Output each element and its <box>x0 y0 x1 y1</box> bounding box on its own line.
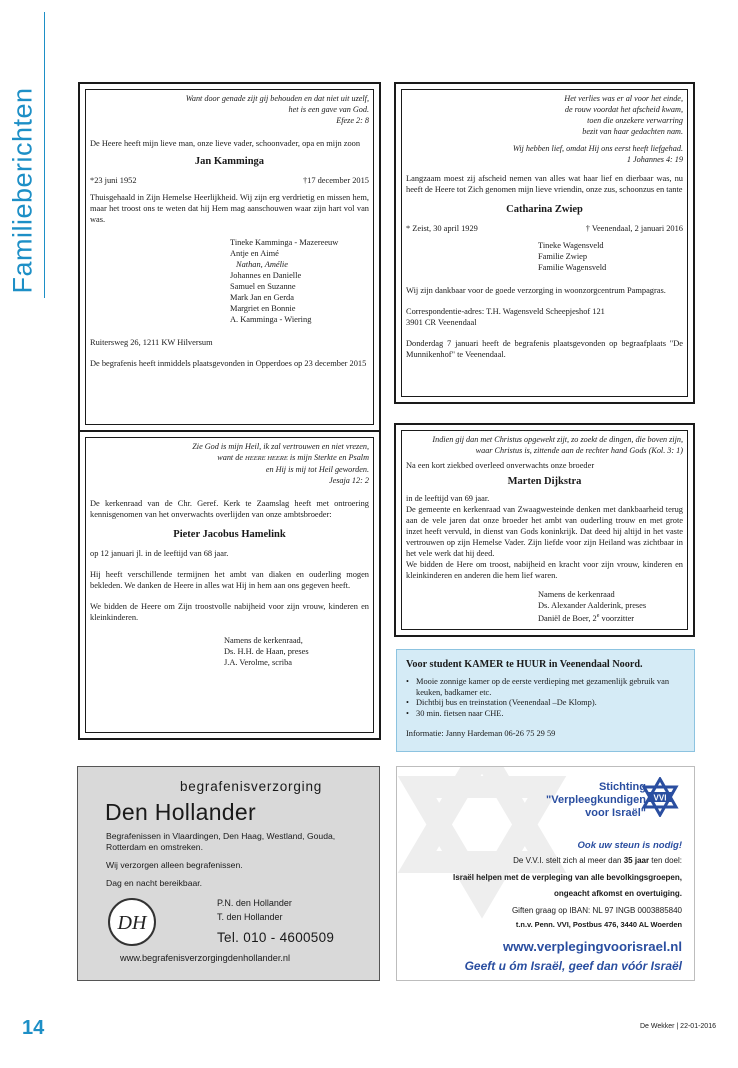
signature: Namens de kerkenraad Ds. Alexander Aalderink, preses Daniël de Boer, 2e voorzitter <box>538 590 647 623</box>
page-number: 14 <box>22 1017 45 1039</box>
deceased-name: Jan Kamminga <box>194 156 265 167</box>
contact-name: T. den Hollander <box>217 912 283 922</box>
section-rule <box>44 12 45 298</box>
website-link[interactable]: www.verplegingvoorisrael.nl <box>502 939 682 954</box>
ad-room-for-rent <box>396 649 695 752</box>
ad-text-line: Begrafenissen in Vlaardingen, Den Haag, Westland, Gouda, <box>106 831 336 841</box>
ad-text-line: Israël helpen met de verpleging van alle bevolkingsgroepen, <box>453 873 682 882</box>
poem: Het verlies was er al voor het einde, de rouw voordat het afscheid kwam, toen die onzekere verwarring bezit van haar gedachten nam. <box>564 94 683 136</box>
verse: Want door genade zijt gij behouden en dat niet uit uzelf, het is een gave van God. Efeze 2: 8 <box>185 94 369 125</box>
intro-text: Na een kort ziekbed overleed onverwachts onze broeder <box>406 461 595 470</box>
notice-pieter-hamelink <box>78 430 381 740</box>
org-name-line: "Verpleegkundigen <box>546 794 646 806</box>
star-of-david-icon <box>640 777 680 817</box>
prayer-text: We bidden de Here om troost, nabijheid en kracht voor zijn vrouw, kinderen en kleinkinderen en anderen die hem lief waren. <box>406 560 683 580</box>
verse: Indien gij dan met Christus opgewekt zijt, zo zoekt de dingen, die boven zijn, waar Christus is, zittende aan de rechter hand Gods (Kol. 3: 1) <box>432 435 683 455</box>
notice-text: Hij heeft verschillende termijnen het ambt van diaken en ouderling mogen bekleden. We danken de Heere in alles wat Hij in hem aan ons gegeven heeft. <box>90 570 369 590</box>
family-list: Tineke Kamminga - Mazereeuw Antje en Aimé Nathan, Amélie Johannes en Danielle Samuel en Suzanne Mark Jan en Gerda Margriet en Bonnie A. Kamminga - Wiering <box>230 238 339 324</box>
intro-text: De Heere heeft mijn lieve man, onze lieve vader, schoonvader, opa en mijn zoon <box>90 139 361 148</box>
intro-text: Langzaam moest zij afscheid nemen van alles wat haar lief en dierbaar was, nu heeft de Heere tot Zich genomen mijn lieve vriendin, onze zus, schoonzus en tante <box>406 174 683 194</box>
funeral-info: Donderdag 7 januari heeft de begrafenis plaatsgevonden op begraafplaats "De Munnikenhof" te Veenendaal. <box>406 339 683 359</box>
dh-logo-icon <box>107 897 157 947</box>
org-name-line: voor Israël" <box>585 807 646 819</box>
notice-jan-kamminga <box>78 82 381 432</box>
family-list: Tineke Wagensveld Familie Zwiep Familie Wagensveld <box>538 241 607 272</box>
list-item: • 30 min. fietsen naar CHE. <box>406 709 685 720</box>
death-date: † Veenendaal, 2 januari 2016 <box>585 224 683 233</box>
death-date: †17 december 2015 <box>302 176 369 185</box>
ad-company-name: Den Hollander <box>105 799 256 825</box>
website-link[interactable]: www.begrafenisverzorgingdenhollander.nl <box>120 953 291 963</box>
birth-date: * Zeist, 30 april 1929 <box>406 224 478 233</box>
ad-text-line: Rotterdam en omstreken. <box>106 842 203 852</box>
ad-text-line: Dag en nacht bereikbaar. <box>106 878 203 888</box>
notice-marten-dijkstra <box>394 423 695 637</box>
deceased-name: Catharina Zwiep <box>506 204 583 215</box>
verse: Zie God is mijn Heil, ik zal vertrouwen en niet vrezen, want de HEERE HEERE is mijn Sterkte en Psalm en Hij is mij tot Heil geworden. Jesaja 12: 2 <box>192 442 369 485</box>
funeral-info: De begrafenis heeft inmiddels plaatsgevonden in Opperdoes op 23 december 2015 <box>90 359 367 368</box>
ad-text-line: ongeacht afkomst en overtuiging. <box>553 889 682 898</box>
ad-slogan: Geeft u óm Israël, geef dan vóór Israël <box>464 959 682 973</box>
ad-text-line: Wij verzorgen alleen begrafenissen. <box>106 860 243 870</box>
deceased-name: Pieter Jacobus Hamelink <box>173 529 286 540</box>
list-item: • Dichtbij bus en treinstation (Veenendaal –De Klomp). <box>406 698 685 709</box>
section-title: Familieberichten <box>7 86 38 294</box>
correspondence-address: Correspondentie-adres: T.H. Wagensveld Scheepjeshof 121 3901 CR Veenendaal <box>406 307 605 327</box>
dates <box>406 223 683 234</box>
prayer-text: We bidden de Heere om Zijn troostvolle nabijheid voor zijn vrouw, kinderen en kleinkinderen. <box>90 602 369 622</box>
bank-info: Giften graag op IBAN: NL 97 INGB 0003885840 <box>511 906 682 915</box>
ad-contact-info: Informatie: Janny Hardeman 06-26 75 29 59 <box>406 729 556 738</box>
svg-text:DH: DH <box>117 912 147 934</box>
age-text: op 12 januari jl. in de leeftijd van 68 jaar. <box>90 549 229 558</box>
birth-date: *23 juni 1952 <box>90 176 137 185</box>
dates <box>90 175 369 186</box>
footer-issue: De Wekker | 22-01-2016 <box>639 1023 716 1030</box>
ad-motto: Ook uw steun is nodig! <box>577 840 682 851</box>
intro-text: De kerkenraad van de Chr. Geref. Kerk te Zaamslag heeft met ontroering kennisgenomen van het onverwachts overlijden van onze ambtsbroeder: <box>90 499 369 519</box>
thanks-text: Wij zijn dankbaar voor de goede verzorging in woonzorgcentrum Pampagras. <box>406 286 666 295</box>
verse: Wij hebben lief, omdat Hij ons eerst heeft liefgehad. 1 Johannes 4: 19 <box>512 144 683 164</box>
contact-name: P.N. den Hollander <box>217 898 292 908</box>
org-name-line: Stichting <box>598 781 646 793</box>
signature: Namens de kerkenraad, Ds. H.H. de Haan, preses J.A. Verolme, scriba <box>224 636 309 667</box>
age-text: in de leeftijd van 69 jaar. <box>406 494 490 503</box>
ad-bullet-list <box>406 677 685 719</box>
bank-info: t.n.v. Penn. VVI, Postbus 476, 3440 AL Woerden <box>515 920 682 929</box>
list-item: • Mooie zonnige kamer op de eerste verdieping met gezamenlijk gebruik van keuken, badkamer etc. <box>406 677 685 698</box>
address: Ruitersweg 26, 1211 KW Hilversum <box>90 338 213 347</box>
notice-catharina-zwiep <box>394 82 695 404</box>
ad-den-hollander <box>77 766 380 981</box>
svg-text:VVI: VVI <box>653 793 667 803</box>
ad-vvi <box>396 766 695 981</box>
ad-title: Voor student KAMER te HUUR in Veenendaal Noord. <box>406 659 643 670</box>
ad-text-line: De V.V.I. stelt zich al meer dan 35 jaar ten doel: <box>513 856 682 865</box>
phone-number: Tel. 010 - 4600509 <box>217 930 335 945</box>
notice-text: Thuisgehaald in Zijn Hemelse Heerlijkheid. Wij zijn erg verdrietig en missen hem, maar het troost ons te weten dat hij Hem mag aanschouwen waar zijn hart vol van was. <box>90 193 369 224</box>
ad-subtitle: begrafenisverzorging <box>180 779 323 794</box>
deceased-name: Marten Dijkstra <box>507 476 582 487</box>
notice-text: De gemeente en kerkenraad van Zwaagwesteinde denken met dankbaarheid terug aan de vele jaren dat onze broeder het ambt van ouderling trouw en met grote inzet heeft vervuld, in dienst van Gods koninkrijk. Dat deed hij altijd in het vaste vertrouwen op zijn Hemelse Vader. Zijn liefde voor zijn Heiland was zichtbaar in het vele werk dat hij deed. <box>406 505 683 558</box>
